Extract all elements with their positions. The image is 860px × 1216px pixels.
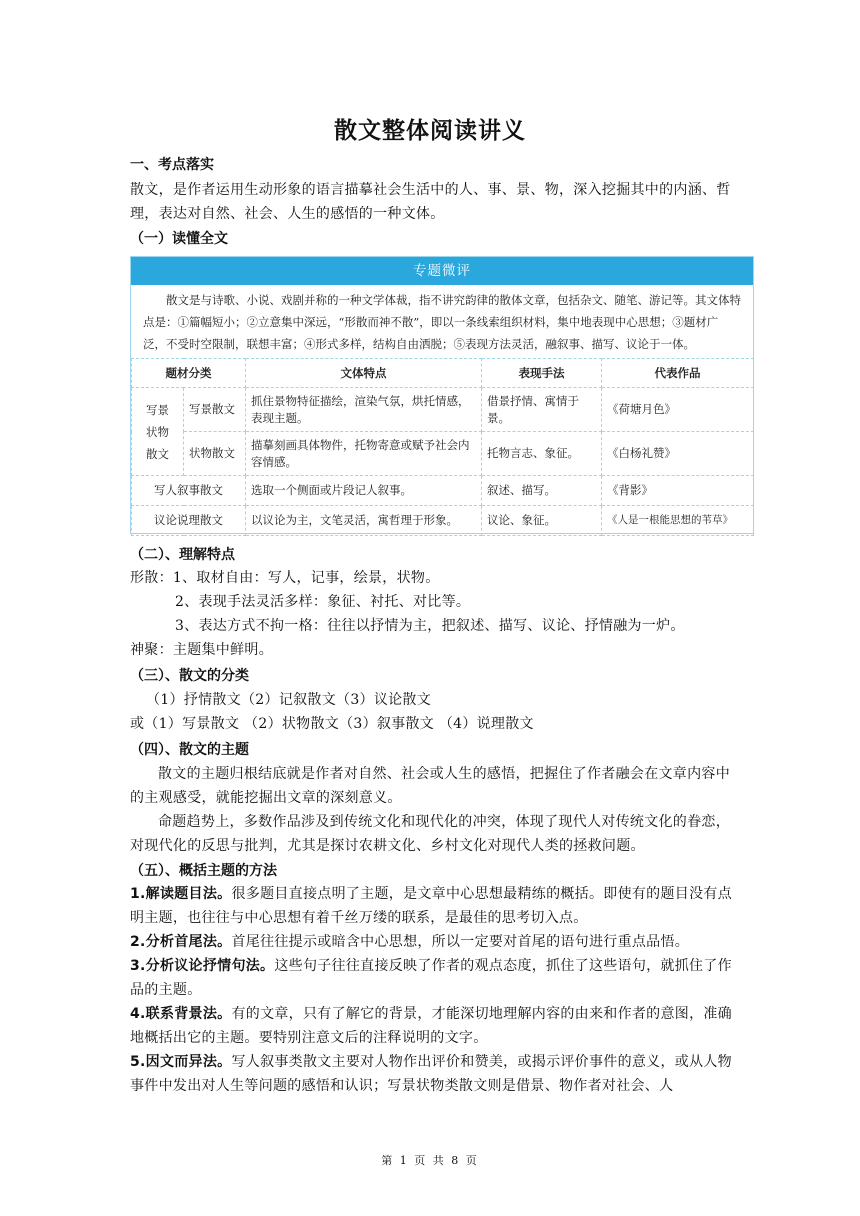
table-row	[132, 432, 754, 476]
method-text: 这些句子往往直接反映了作者的观点态度，抓住了这些语句，就抓住了作品的主题。	[130, 958, 732, 998]
method-item	[130, 882, 736, 930]
row-technique: 议论、象征。	[482, 506, 602, 536]
card-title: 专题微评	[131, 257, 753, 285]
row-technique: 托物言志、象征。	[482, 432, 602, 476]
method-item	[130, 1050, 736, 1098]
row-type: 写人叙事散文	[132, 476, 246, 506]
page-title: 散文整体阅读讲义	[334, 118, 526, 144]
row-work: 《背影》	[602, 476, 754, 506]
method-lead: 1.解读题目法。	[130, 886, 232, 902]
subheading-read-full-text: （一）读懂全文	[130, 231, 228, 247]
method-item	[130, 930, 736, 954]
table-header-technique: 表现手法	[482, 359, 602, 388]
table-header-category: 题材分类	[132, 359, 246, 388]
row-work: 《人是一根能思想的苇草》	[602, 506, 754, 536]
essay-type-table	[131, 358, 754, 536]
method-item	[130, 1002, 736, 1050]
table-header-work: 代表作品	[602, 359, 754, 388]
row-feature: 选取一个侧面或片段记人叙事。	[246, 476, 482, 506]
row-type: 议论说理散文	[132, 506, 246, 536]
classification-line-1: （1）抒情散文（2）记叙散文（3）议论散文	[146, 692, 432, 708]
page-footer: 第 1 页 共 8 页	[381, 1154, 479, 1167]
feature-line-4: 神聚：主题集中鲜明。	[130, 642, 273, 658]
table-row	[132, 476, 754, 506]
theme-paragraph-1: 散文的主题归根结底就是作者对自然、社会或人生的感悟，把握住了作者融会在文章内容中的主观感受，就能挖掘出文章的深刻意义。	[130, 766, 730, 806]
feature-line-1: 形散：1、取材自由：写人，记事，绘景，状物。	[130, 570, 440, 586]
table-header-feature: 文体特点	[246, 359, 482, 388]
classification-line-2: 或（1）写景散文 （2）状物散文（3）叙事散文 （4）说理散文	[130, 716, 534, 732]
table-row	[132, 506, 754, 536]
method-lead: 5.因文而异法。	[130, 1054, 232, 1070]
method-lead: 4.联系背景法。	[130, 1006, 232, 1022]
method-lead: 3.分析议论抒情句法。	[130, 958, 275, 974]
method-text: 很多题目直接点明了主题，是文章中心思想最精练的概括。即使有的题目没有点明主题，也往往与中心思想有着千丝万缕的联系，是最佳的思考切入点。	[130, 886, 732, 926]
row-feature: 以议论为主，文笔灵活，寓哲理于形象。	[246, 506, 482, 536]
row-type: 状物散文	[184, 432, 246, 476]
subheading-understand-features: （二）、理解特点	[130, 547, 235, 563]
group-label: 写景 状物 散文	[132, 388, 184, 476]
method-lead: 2.分析首尾法。	[130, 934, 232, 950]
row-type: 写景散文	[184, 388, 246, 432]
topic-review-card	[130, 256, 754, 534]
definition-paragraph: 散文，是作者运用生动形象的语言描摹社会生活中的人、事、景、物，深入挖掘其中的内涵、哲理，表达对自然、社会、人生的感悟的一种文体。	[130, 182, 731, 222]
card-intro: 散文是与诗歌、小说、戏剧并称的一种文学体裁，指不讲究韵律的散体文章，包括杂文、随笔、游记等。其文体特点是：①篇幅短小；②立意集中深远，“形散而神不散”，即以一条线索组织材料，集中地表现中心思想；③题材广泛，不受时空限制，联想丰富；④形式多样，结构自由洒脱；⑤表现方法灵活，融叙事、描写、议论于一体。	[143, 293, 741, 351]
subheading-methods: （五）、概括主题的方法	[130, 863, 277, 879]
row-technique: 叙述、描写。	[482, 476, 602, 506]
method-text: 有的文章，只有了解它的背景，才能深切地理解内容的由来和作者的意图，准确地概括出它的主题。要特别注意文后的注释说明的文字。	[130, 1006, 732, 1046]
row-work: 《白杨礼赞》	[602, 432, 754, 476]
section-heading-1: 一、考点落实	[130, 157, 214, 173]
method-text: 首尾往往提示或暗含中心思想，所以一定要对首尾的语句进行重点品悟。	[231, 934, 690, 950]
table-row	[132, 388, 754, 432]
subheading-classification: （三）、散文的分类	[130, 668, 249, 684]
method-item	[130, 954, 736, 1002]
row-feature: 抓住景物特征描绘，渲染气氛，烘托情感，表现主题。	[246, 388, 482, 432]
feature-line-3: 3、表达方式不拘一格：往往以抒情为主，把叙述、描写、议论、抒情融为一炉。	[175, 618, 685, 634]
row-feature: 描摹刻画具体物件，托物寄意或赋予社会内容情感。	[246, 432, 482, 476]
theme-paragraph-2: 命题趋势上，多数作品涉及到传统文化和现代化的冲突，体现了现代人对传统文化的眷恋，对现代化的反思与批判，尤其是探讨农耕文化、乡村文化对现代人类的拯救问题。	[130, 814, 730, 854]
method-text: 写人叙事类散文主要对人物作出评价和赞美，或揭示评价事件的意义，或从人物事件中发出对人生等问题的感悟和认识；写景状物类散文则是借景、物作者对社会、人	[130, 1054, 732, 1094]
row-work: 《荷塘月色》	[602, 388, 754, 432]
row-technique: 借景抒情、寓情于景。	[482, 388, 602, 432]
subheading-theme: （四）、散文的主题	[130, 742, 249, 758]
feature-line-2: 2、表现手法灵活多样：象征、衬托、对比等。	[175, 594, 471, 610]
